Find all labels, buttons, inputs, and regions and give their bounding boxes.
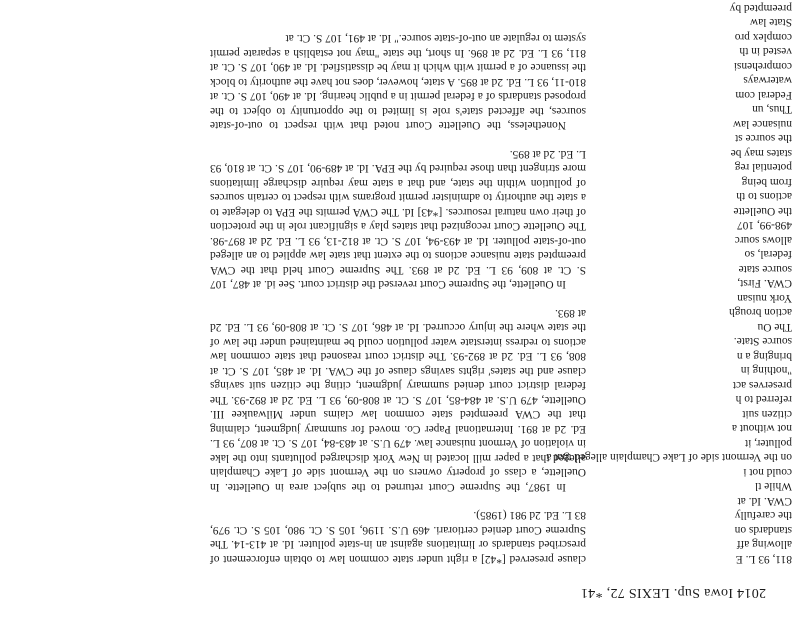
left-column-line: Federal com xyxy=(735,89,792,101)
left-column-line: preserves act xyxy=(732,379,792,391)
left-column-line: While tl xyxy=(754,480,792,493)
left-column-line: actions to th xyxy=(736,190,792,203)
left-column-line: federal, so xyxy=(744,248,792,261)
left-column-line: allowing aff xyxy=(736,538,792,551)
left-column-line: The Ou xyxy=(757,321,792,333)
left-column-line: potential reg xyxy=(734,161,792,174)
left-column-line: the Ouellette xyxy=(733,205,792,217)
left-column-line: allows sourc xyxy=(734,234,792,246)
left-column-line: 811, 93 L. E xyxy=(735,553,792,565)
left-column-line: standards on xyxy=(734,524,792,536)
left-column-line: preempted by xyxy=(729,2,792,14)
left-column xyxy=(546,0,792,566)
left-column-line: states may be xyxy=(730,147,792,159)
paragraph-3: In Ouellette, the Supreme Court reversed the district court. See id. at 487, 107 S. Ct. at 809, 93 L. Ed. 2d at 893. The Supreme Court held that the CWA preempted state nuisance actions to the extent that state law applied to an alleged out-of-state polluter. Id. at 493-94, 107 S. Ct. at 812-13, 93 L. Ed. 2d at 897-98. The Ouellette Court recognized that states play a significant role in the protection of their own natural resources. [*43] Id. The CWA permits the EPA to delegate to a state the authority to administer permit programs with respect to certain sources of pollution within the state, and that a state may require discharge limitations more stringent than those required by the EPA. Id. at 489-90, 107 S. Ct. at 810, 93 L. Ed. 2d at 895. xyxy=(210,148,586,291)
left-column-line: source State. xyxy=(733,335,792,348)
left-column-line: complex pro xyxy=(734,31,792,43)
left-column-line: "nothing in xyxy=(740,364,792,377)
left-column-line: CWA. First, xyxy=(737,277,792,290)
main-column xyxy=(210,31,586,566)
left-column-line: action brough xyxy=(729,306,792,319)
left-column-line: referred to h xyxy=(735,393,792,406)
left-column-line: citizen suit xyxy=(742,408,792,420)
left-column-line: 498-99, 107 xyxy=(736,219,792,232)
left-column-line: nuisance law xyxy=(732,118,792,130)
left-column-line: Thus, un xyxy=(752,103,792,116)
left-column-line: State law xyxy=(749,16,792,29)
left-column-line: polluter, it xyxy=(745,437,792,449)
left-column-line: waterways xyxy=(743,74,792,87)
left-column-line: from being xyxy=(741,176,792,188)
left-column-line: vested in th xyxy=(739,45,792,58)
left-column-line: the source st xyxy=(735,132,792,145)
running-head: 2014 Iowa Sup. LEXIS 72, *41 xyxy=(580,585,766,600)
paragraph-1: clause preserved [*42] a right under state common law to obtain enforcement of prescribed standards or limitations against an in-state polluter. Id. at 413-14. The Supreme Court denied certiorari. 469 U.S. 1196, 105 S. Ct. 980, 105 S. Ct. 979, 83 L. Ed. 2d 981 (1985). xyxy=(210,509,586,565)
left-column-line: on the Vermont side of Lake Champlain alleged that a xyxy=(546,451,792,464)
left-column-line: could not i xyxy=(743,466,792,478)
left-column-line: comprehensi xyxy=(733,60,792,72)
left-column-line: source state xyxy=(738,263,792,275)
left-column-line: bringing a n xyxy=(736,350,792,362)
paragraph-4: Nonetheless, the Ouellette Court noted that with respect to out-of-state sources, the affected state's role is limited to the opportunity to object to the proposed standards of a federal permit in a public hearing. Id. at 490, 107 S. Ct. at 810-11, 93 L. Ed. 2d at 895. A state, however, does not have the authority to block the issuance of a permit with which it may be dissatisfied. Id. at 490, 107 S. Ct. at 811, 93 L. Ed. 2d at 896. In short, the state "may not establish a separate permit system to regulate an out-of-state source." Id. at 491, 107 S. Ct. at xyxy=(210,32,586,132)
paragraph-2: In 1987, the Supreme Court returned to the subject area in Ouellette. In Ouellette, a class of property owners on the Vermont side of Lake Champlain alleged that a paper mill located in New York discharged pollutants into the lake in violation of Vermont nuisance law. 479 U.S. at 483-84, 107 S. Ct. at 807, 93 L. Ed. 2d at 891. International Paper Co. moved for summary judgment, claiming that the CWA preempted state common law claims under Milwaukee III. Ouellette, 479 U.S. at 484-85, 107 S. Ct. at 808-09, 93 L. Ed. 2d at 892-93. The federal district court denied summary judgment, citing the citizen suit savings clause and the states' rights savings clause of the CWA. Id. at 485, 107 S. Ct. at 808, 93 L. Ed. 2d at 892-93. The district court reasoned that state common law actions to redress interstate water pollution could be maintained under the law of the state where the injury occurred. Id. at 486, 107 S. Ct. at 808-09, 93 L. Ed. 2d at 893. xyxy=(210,307,586,493)
left-column-line: CWA. Id. at xyxy=(737,495,792,507)
left-column-line: the carefully xyxy=(734,509,792,522)
left-column-line: York nuisan xyxy=(737,292,792,304)
left-column-line: not without a xyxy=(731,422,792,435)
